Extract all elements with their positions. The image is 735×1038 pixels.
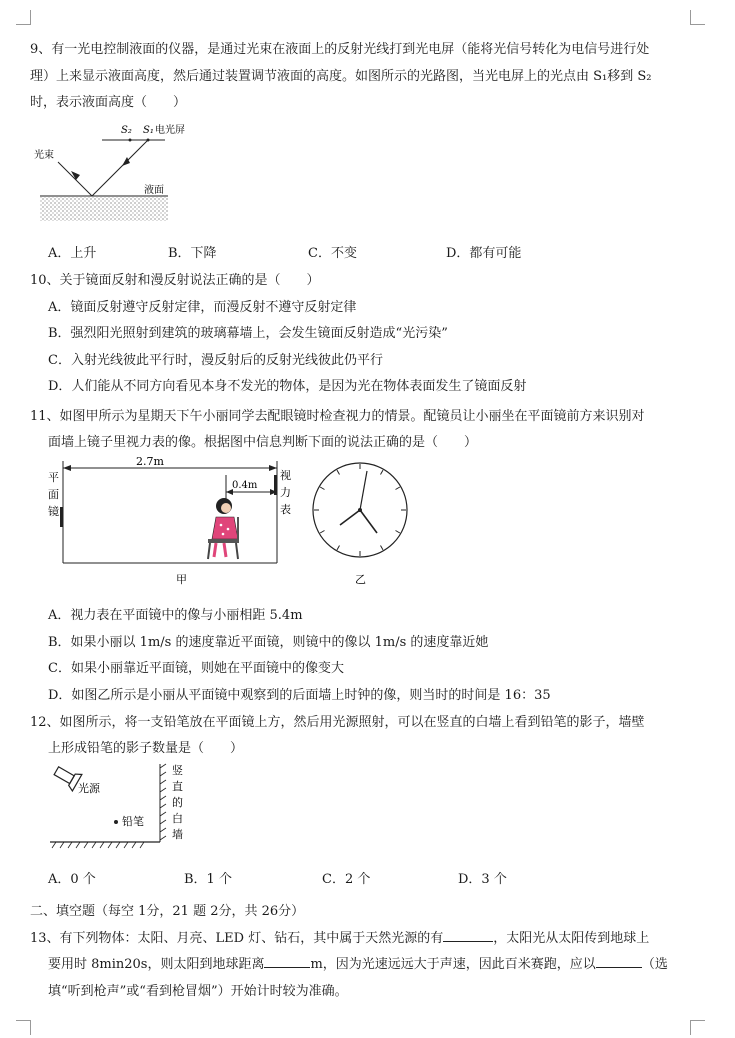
q13-text-2b: m，因为光速远远大于声速，因此百米赛跑，应以 <box>310 957 596 972</box>
clock-tick <box>337 470 340 474</box>
q13-blank-2[interactable] <box>264 953 310 968</box>
clock-tick <box>320 531 324 534</box>
q13-blank-1[interactable] <box>443 927 493 942</box>
q10-stem: 10、关于镜面反射和漫反射说法正确的是（ ） <box>30 273 320 288</box>
q11-fig-label-a: 甲 <box>176 573 187 586</box>
q11-fig-chart-char-3: 表 <box>280 503 291 516</box>
q11-fig-mirror-char-1: 平 <box>48 471 59 484</box>
q9-light-path-figure <box>30 118 190 228</box>
q12-figure-pencil-shadow <box>44 760 204 852</box>
q10-option-d: D．人们能从不同方向看见本身不发光的物体，是因为光在物体表面发生了镜面反射 <box>48 379 527 394</box>
q10-option-b: B．强烈阳光照射到建筑的玻璃幕墙上，会发生镜面反射造成“光污染” <box>48 326 448 341</box>
clock-tick <box>381 470 384 474</box>
q11-figure-a-eye-test <box>40 455 300 590</box>
q13-line-3: 填“听到枪声”或“看到枪冒烟”）开始计时较为准确。 <box>48 984 348 999</box>
q9-fig-s1-label: S₁ <box>143 125 154 136</box>
q12-stem-line-2: 上形成铅笔的影子数量是（ ） <box>48 741 244 756</box>
clock-tick <box>396 487 400 490</box>
q11-fig-distance-girl: 0.4m <box>232 480 258 491</box>
q13-text-1a: 13、有下列物体：太阳、月亮、LED 灯、钻石，其中属于天然光源的有 <box>30 931 444 946</box>
q13-line-2 <box>48 953 668 972</box>
q12-option-b: B．1 个 <box>184 872 232 887</box>
q9-option-d: D．都有可能 <box>446 246 522 261</box>
clock-tick <box>381 546 384 550</box>
q13-blank-3[interactable] <box>596 953 642 968</box>
q12-fig-light-label: 光源 <box>78 782 100 795</box>
q9-fig-surface-label: 液面 <box>144 185 164 196</box>
q11-option-a: A．视力表在平面镜中的像与小丽相距 5.4m <box>48 608 303 623</box>
q13-text-2a: 要用时 8min20s，则太阳到地球距离 <box>48 957 265 972</box>
q9-option-c: C．不变 <box>308 246 357 261</box>
corner-mark-top-left <box>16 10 31 25</box>
q12-fig-wall-char-4: 白 <box>172 812 183 825</box>
q11-fig-label-b: 乙 <box>355 573 366 586</box>
q13-text-2c: （选 <box>641 957 668 972</box>
q12-fig-wall-char-2: 直 <box>172 780 183 793</box>
q12-fig-wall-char-3: 的 <box>172 796 183 809</box>
q12-stem-line-1: 12、如图所示，将一支铅笔放在平面镜上方，然后用光源照射，可以在竖直的白墙上看到铅笔的影子，墙壁 <box>30 715 645 730</box>
q10-option-c: C．入射光线彼此平行时，漫反射后的反射光线彼此仍平行 <box>48 353 383 368</box>
q9-stem-line-3: 时，表示液面高度（ ） <box>30 95 187 110</box>
q12-option-c: C．2 个 <box>322 872 371 887</box>
q12-fig-pencil-label: 铅笔 <box>122 815 144 828</box>
q9-stem-line-2: 理）上来显示液面高度，然后通过装置调节液面的高度。如图所示的光路图，当光电屏上的光点由 S₁移到 S₂ <box>30 69 652 84</box>
clock-tick <box>337 546 340 550</box>
girl-on-chair-illustration <box>208 498 238 559</box>
q11-fig-chart-char-1: 视 <box>280 469 291 482</box>
q9-fig-screen-label: 电光屏 <box>155 125 185 136</box>
q9-option-b: B．下降 <box>168 246 217 261</box>
q9-option-a: A．上升 <box>48 246 97 261</box>
corner-mark-bottom-right <box>690 1020 705 1035</box>
corner-mark-top-right <box>690 10 705 25</box>
q11-fig-chart-char-2: 力 <box>280 486 291 499</box>
q12-fig-wall-char-5: 墙 <box>172 828 183 841</box>
q9-stem-line-1: 9、有一光电控制液面的仪器，是通过光束在液面上的反射光线打到光电屏（能将光信号转化为电信号进行处 <box>30 42 650 57</box>
q11-fig-mirror-char-2: 面 <box>48 488 59 501</box>
q11-fig-distance-total: 2.7m <box>136 455 164 468</box>
corner-mark-bottom-left <box>16 1020 31 1035</box>
q13-line-1 <box>30 927 649 946</box>
q11-fig-mirror-char-3: 镜 <box>48 505 59 518</box>
section-2-heading: 二、填空题（每空 1分，21 题 2分，共 26分） <box>30 904 305 919</box>
clock-tick <box>320 487 324 490</box>
q12-option-d: D．3 个 <box>458 872 507 887</box>
q11-stem-line-1: 11、如图甲所示为星期天下午小丽同学去配眼镜时检查视力的情景。配镜员让小丽坐在平面镜前方来识别对 <box>30 409 645 424</box>
q11-stem-line-2: 面墙上镜子里视力表的像。根据图中信息判断下面的说法正确的是（ ） <box>48 435 478 450</box>
q11-option-d: D．如图乙所示是小丽从平面镜中观察到的后面墙上时钟的像，则当时的时间是 16：35 <box>48 688 551 703</box>
q13-text-1b: ，太阳光从太阳传到地球上 <box>493 931 650 946</box>
q11-option-c: C．如果小丽靠近平面镜，则她在平面镜中的像变大 <box>48 661 344 676</box>
q11-figure-b-clock <box>310 460 414 588</box>
q11-option-b: B．如果小丽以 1m/s 的速度靠近平面镜，则镜中的像以 1m/s 的速度靠近她 <box>48 635 489 650</box>
clock-tick <box>396 531 400 534</box>
q9-fig-s2-label: S₂ <box>121 125 132 136</box>
q12-option-a: A．0 个 <box>48 872 96 887</box>
q9-fig-beam-label: 光束 <box>34 150 54 161</box>
q10-option-a: A．镜面反射遵守反射定律，而漫反射不遵守反射定律 <box>48 300 357 315</box>
q12-fig-wall-char-1: 竖 <box>172 764 183 777</box>
